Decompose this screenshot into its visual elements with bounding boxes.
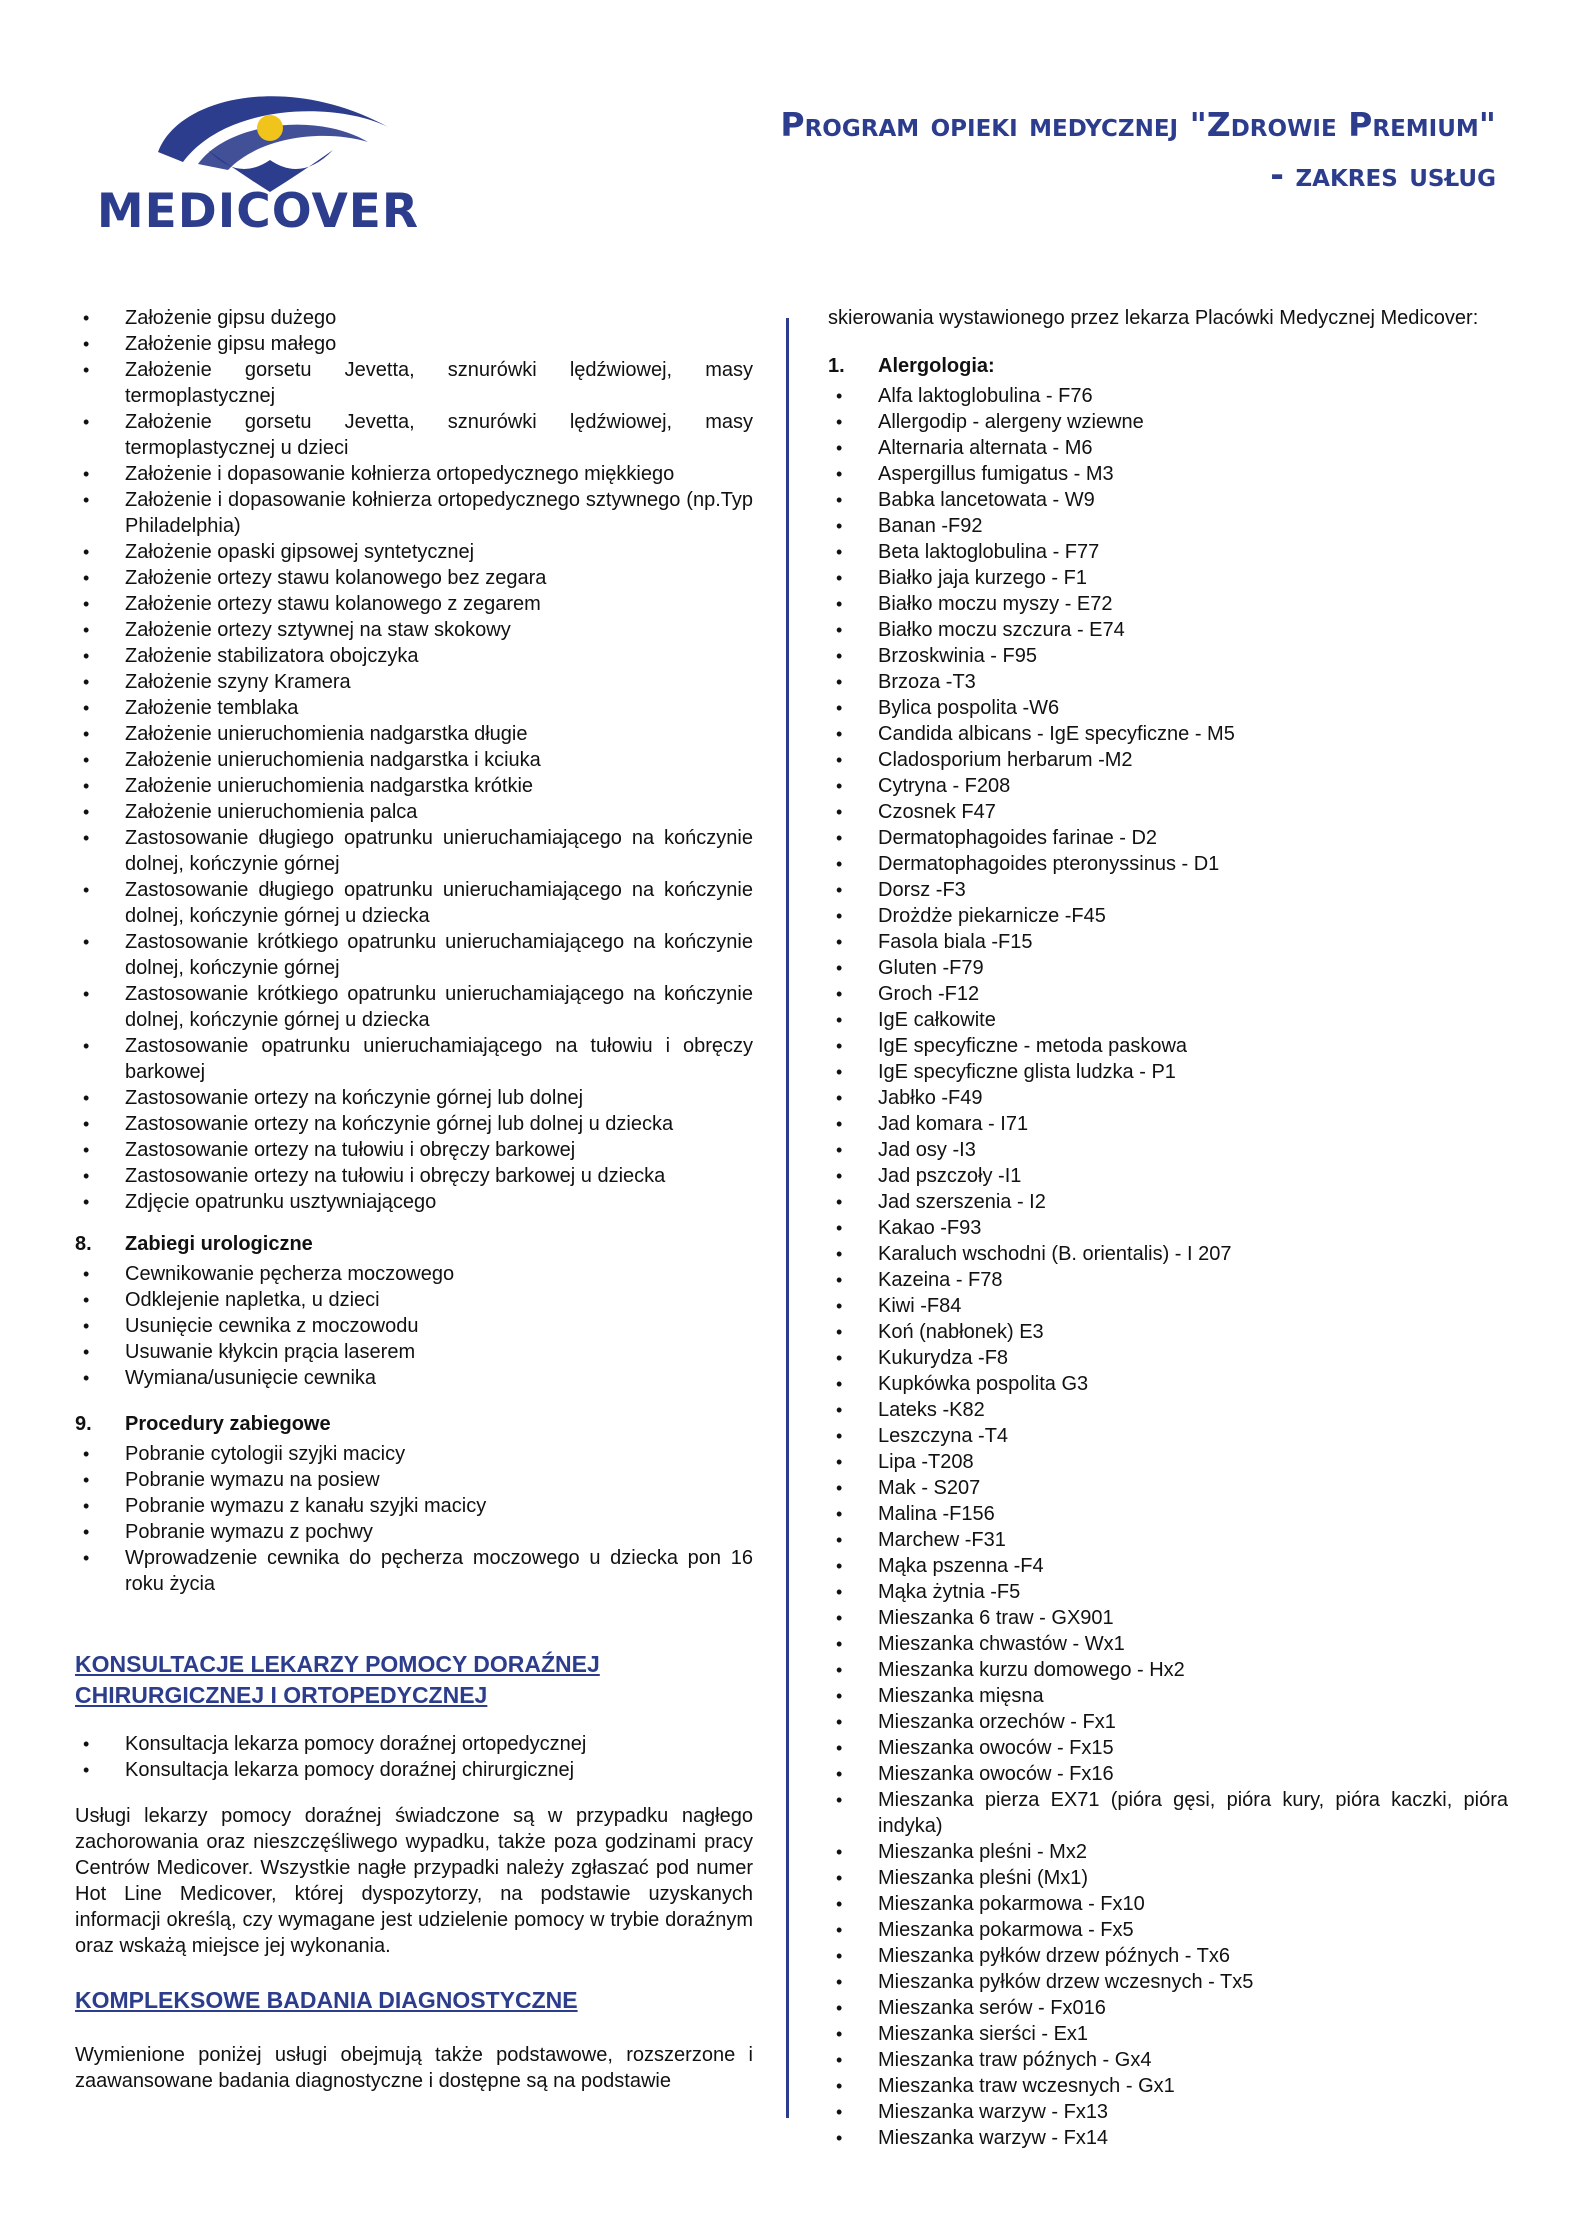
list-item: • Założenie gorsetu Jevetta, sznurówki lędźwiowej, masy termoplastycznej [75, 357, 753, 409]
list-item: • Założenie ortezy sztywnej na staw skokowy [75, 617, 753, 643]
list-item: • Założenie opaski gipsowej syntetycznej [75, 539, 753, 565]
list-item: • Założenie gipsu dużego [75, 305, 753, 331]
list-item: • Założenie szyny Kramera [75, 669, 753, 695]
list-item: • Alternaria alternata - M6 [828, 435, 1508, 461]
list-item: • Marchew -F31 [828, 1527, 1508, 1553]
list-item: • Drożdże piekarnicze -F45 [828, 903, 1508, 929]
list-item: • IgE specyficzne - metoda paskowa [828, 1033, 1508, 1059]
list-item: • Założenie i dopasowanie kołnierza ortopedycznego miękkiego [75, 461, 753, 487]
list-item: • Założenie stabilizatora obojczyka [75, 643, 753, 669]
list-item: • Konsultacja lekarza pomocy doraźnej ortopedycznej [75, 1731, 753, 1757]
list-item: • Jad osy -I3 [828, 1137, 1508, 1163]
list-item: • Lateks -K82 [828, 1397, 1508, 1423]
list-item: • Leszczyna -T4 [828, 1423, 1508, 1449]
list-item: • Koń (nabłonek) E3 [828, 1319, 1508, 1345]
title-line-2: - zakres usług [1270, 155, 1496, 194]
list-item: • Wymiana/usunięcie cewnika [75, 1365, 753, 1391]
list-item: • Mieszanka orzechów - Fx1 [828, 1709, 1508, 1735]
list-item: • Banan -F92 [828, 513, 1508, 539]
list-item: • Usuwanie kłykcin prącia laserem [75, 1339, 753, 1365]
list-item: • Odklejenie napletka, u dzieci [75, 1287, 753, 1313]
section-1-heading [828, 353, 1508, 379]
page-title [496, 100, 1496, 200]
list-item: • Zastosowanie długiego opatrunku unieruchamiającego na kończynie dolnej, kończynie górnej [75, 825, 753, 877]
list-item: • Zastosowanie krótkiego opatrunku unieruchamiającego na kończynie dolnej, kończynie górnej u dziecka [75, 981, 753, 1033]
list-item: • Lipa -T208 [828, 1449, 1508, 1475]
list-item: • Dermatophagoides farinae - D2 [828, 825, 1508, 851]
list-item: • Mieszanka pyłków drzew późnych - Tx6 [828, 1943, 1508, 1969]
section-9-heading [75, 1411, 753, 1437]
list-item: • Malina -F156 [828, 1501, 1508, 1527]
urology-procedures-list [75, 1261, 753, 1391]
list-item: • Mieszanka chwastów - Wx1 [828, 1631, 1508, 1657]
list-item: • Babka lancetowata - W9 [828, 487, 1508, 513]
treatment-procedures-list [75, 1441, 753, 1597]
title-line-1: Program opieki medycznej "Zdrowie Premium" [780, 105, 1496, 144]
list-item: • Pobranie cytologii szyjki macicy [75, 1441, 753, 1467]
list-item: • Założenie temblaka [75, 695, 753, 721]
list-item: • Mąka pszenna -F4 [828, 1553, 1508, 1579]
list-item: • IgE całkowite [828, 1007, 1508, 1033]
list-item: • Białko jaja kurzego - F1 [828, 565, 1508, 591]
list-item: • Założenie unieruchomienia nadgarstka krótkie [75, 773, 753, 799]
list-item: • Usunięcie cewnika z moczowodu [75, 1313, 753, 1339]
list-item: • Kupkówka pospolita G3 [828, 1371, 1508, 1397]
list-item: • Konsultacja lekarza pomocy doraźnej chirurgicznej [75, 1757, 753, 1783]
right-column [828, 305, 1508, 2151]
list-item: • Jad szerszenia - I2 [828, 1189, 1508, 1215]
allergology-tests-list [828, 383, 1508, 2151]
list-item: • Pobranie wymazu na posiew [75, 1467, 753, 1493]
list-item: • Mieszanka traw późnych - Gx4 [828, 2047, 1508, 2073]
list-item: • Alfa laktoglobulina - F76 [828, 383, 1508, 409]
consultation-paragraph: Usługi lekarzy pomocy doraźnej świadczone są w przypadku nagłego zachorowania oraz nieszczęśliwego wypadku, także poza godzinami pracy Centrów Medicover. Wszystkie nagłe przypadki należy zgłaszać pod numer Hot Line Medicover, której dyspozytorzy, na podstawie uzyskanych informacji określą, czy wymagane jest udzielenie pomocy w trybie doraźnym oraz wskażą miejsce jej wykonania. [75, 1805, 753, 1957]
list-item: • Groch -F12 [828, 981, 1508, 1007]
list-item: • Mieszanka sierści - Ex1 [828, 2021, 1508, 2047]
diagnostics-paragraph: Wymienione poniżej usługi obejmują także podstawowe, rozszerzone i zaawansowane badania diagnostyczne i dostępne są na podstawie [75, 2044, 753, 2092]
list-item: • Zdjęcie opatrunku usztywniającego [75, 1189, 753, 1215]
list-item: • Założenie unieruchomienia palca [75, 799, 753, 825]
column-divider [786, 318, 789, 2118]
list-item: • Mieszanka warzyw - Fx14 [828, 2125, 1508, 2151]
list-item: • Dorsz -F3 [828, 877, 1508, 903]
list-item: • Mieszanka pokarmowa - Fx10 [828, 1891, 1508, 1917]
list-item: • Założenie ortezy stawu kolanowego z zegarem [75, 591, 753, 617]
list-item: • Mieszanka pyłków drzew wczesnych - Tx5 [828, 1969, 1508, 1995]
list-item: • Kukurydza -F8 [828, 1345, 1508, 1371]
list-item: • Zastosowanie ortezy na kończynie górnej lub dolnej u dziecka [75, 1111, 753, 1137]
list-item: • Brzoskwinia - F95 [828, 643, 1508, 669]
list-item: • Pobranie wymazu z kanału szyjki macicy [75, 1493, 753, 1519]
list-item: • Mieszanka owoców - Fx16 [828, 1761, 1508, 1787]
list-item: • Kiwi -F84 [828, 1293, 1508, 1319]
list-item: • Cewnikowanie pęcherza moczowego [75, 1261, 753, 1287]
list-item: • Białko moczu myszy - E72 [828, 591, 1508, 617]
list-item: • Założenie unieruchomienia nadgarstka długie [75, 721, 753, 747]
list-item: • Zastosowanie ortezy na tułowiu i obręczy barkowej u dziecka [75, 1163, 753, 1189]
section-number: 1. [828, 355, 845, 377]
list-item: • Mieszanka owoców - Fx15 [828, 1735, 1508, 1761]
list-item: • Candida albicans - IgE specyficzne - M5 [828, 721, 1508, 747]
list-item: • Czosnek F47 [828, 799, 1508, 825]
list-item: • Mieszanka pleśni (Mx1) [828, 1865, 1508, 1891]
list-item: • Mieszanka mięsna [828, 1683, 1508, 1709]
consultation-heading: KONSULTACJE LEKARZY POMOCY DORAŹNEJ CHIRURGICZNEJ I ORTOPEDYCZNEJ [75, 1651, 600, 1708]
list-item: • Założenie i dopasowanie kołnierza ortopedycznego sztywnego (np.Typ Philadelphia) [75, 487, 753, 539]
list-item: • Mąka żytnia -F5 [828, 1579, 1508, 1605]
list-item: • Kakao -F93 [828, 1215, 1508, 1241]
list-item: • Białko moczu szczura - E74 [828, 617, 1508, 643]
list-item: • Mieszanka serów - Fx016 [828, 1995, 1508, 2021]
list-item: • Zastosowanie ortezy na kończynie górnej lub dolnej [75, 1085, 753, 1111]
list-item: • Założenie unieruchomienia nadgarstka i kciuka [75, 747, 753, 773]
list-item: • Zastosowanie opatrunku unieruchamiającego na tułowiu i obręczy barkowej [75, 1033, 753, 1085]
list-item: • Jad pszczoły -I1 [828, 1163, 1508, 1189]
list-item: • Mieszanka pierza EX71 (pióra gęsi, pióra kury, pióra kaczki, pióra indyka) [828, 1787, 1508, 1839]
medicover-swoosh-icon [88, 72, 428, 192]
logo-wordmark: MEDICOVER [96, 184, 420, 239]
list-item: • Dermatophagoides pteronyssinus - D1 [828, 851, 1508, 877]
list-item: • Pobranie wymazu z pochwy [75, 1519, 753, 1545]
list-item: • Fasola biala -F15 [828, 929, 1508, 955]
orthopedic-procedures-list [75, 305, 753, 1215]
list-item: • Gluten -F79 [828, 955, 1508, 981]
list-item: • Mieszanka kurzu domowego - Hx2 [828, 1657, 1508, 1683]
list-item: • Zastosowanie długiego opatrunku unieruchamiającego na kończynie dolnej, kończynie górnej u dziecka [75, 877, 753, 929]
medicover-logo [88, 72, 428, 242]
section-number: 9. [75, 1413, 92, 1435]
list-item: • IgE specyficzne glista ludzka - P1 [828, 1059, 1508, 1085]
list-item: • Mieszanka 6 traw - GX901 [828, 1605, 1508, 1631]
list-item: • Kazeina - F78 [828, 1267, 1508, 1293]
list-item: • Jabłko -F49 [828, 1085, 1508, 1111]
list-item: • Cladosporium herbarum -M2 [828, 747, 1508, 773]
list-item: • Zastosowanie krótkiego opatrunku unieruchamiającego na kończynie dolnej, kończynie górnej [75, 929, 753, 981]
list-item: • Karaluch wschodni (B. orientalis) - I 207 [828, 1241, 1508, 1267]
section-8-heading [75, 1231, 753, 1257]
list-item: • Allergodip - alergeny wziewne [828, 409, 1508, 435]
list-item: • Mieszanka pokarmowa - Fx5 [828, 1917, 1508, 1943]
diagnostics-heading: KOMPLEKSOWE BADANIA DIAGNOSTYCZNE [75, 1987, 578, 2013]
list-item: • Założenie gipsu małego [75, 331, 753, 357]
list-item: • Mak - S207 [828, 1475, 1508, 1501]
left-column [75, 305, 753, 2094]
list-item: • Cytryna - F208 [828, 773, 1508, 799]
list-item: • Aspergillus fumigatus - M3 [828, 461, 1508, 487]
list-item: • Założenie ortezy stawu kolanowego bez zegara [75, 565, 753, 591]
section-title: Zabiegi urologiczne [125, 1233, 313, 1255]
list-item: • Wprowadzenie cewnika do pęcherza moczowego u dziecka pon 16 roku życia [75, 1545, 753, 1597]
section-title: Procedury zabiegowe [125, 1413, 331, 1435]
list-item: • Zastosowanie ortezy na tułowiu i obręczy barkowej [75, 1137, 753, 1163]
section-title: Alergologia: [878, 355, 995, 377]
list-item: • Założenie gorsetu Jevetta, sznurówki lędźwiowej, masy termoplastycznej u dzieci [75, 409, 753, 461]
list-item: • Beta laktoglobulina - F77 [828, 539, 1508, 565]
consultation-list [75, 1731, 753, 1783]
list-item: • Mieszanka traw wczesnych - Gx1 [828, 2073, 1508, 2099]
referral-intro: skierowania wystawionego przez lekarza Placówki Medycznej Medicover: [828, 307, 1479, 329]
list-item: • Jad komara - I71 [828, 1111, 1508, 1137]
section-number: 8. [75, 1233, 92, 1255]
list-item: • Bylica pospolita -W6 [828, 695, 1508, 721]
list-item: • Mieszanka pleśni - Mx2 [828, 1839, 1508, 1865]
list-item: • Brzoza -T3 [828, 669, 1508, 695]
list-item: • Mieszanka warzyw - Fx13 [828, 2099, 1508, 2125]
